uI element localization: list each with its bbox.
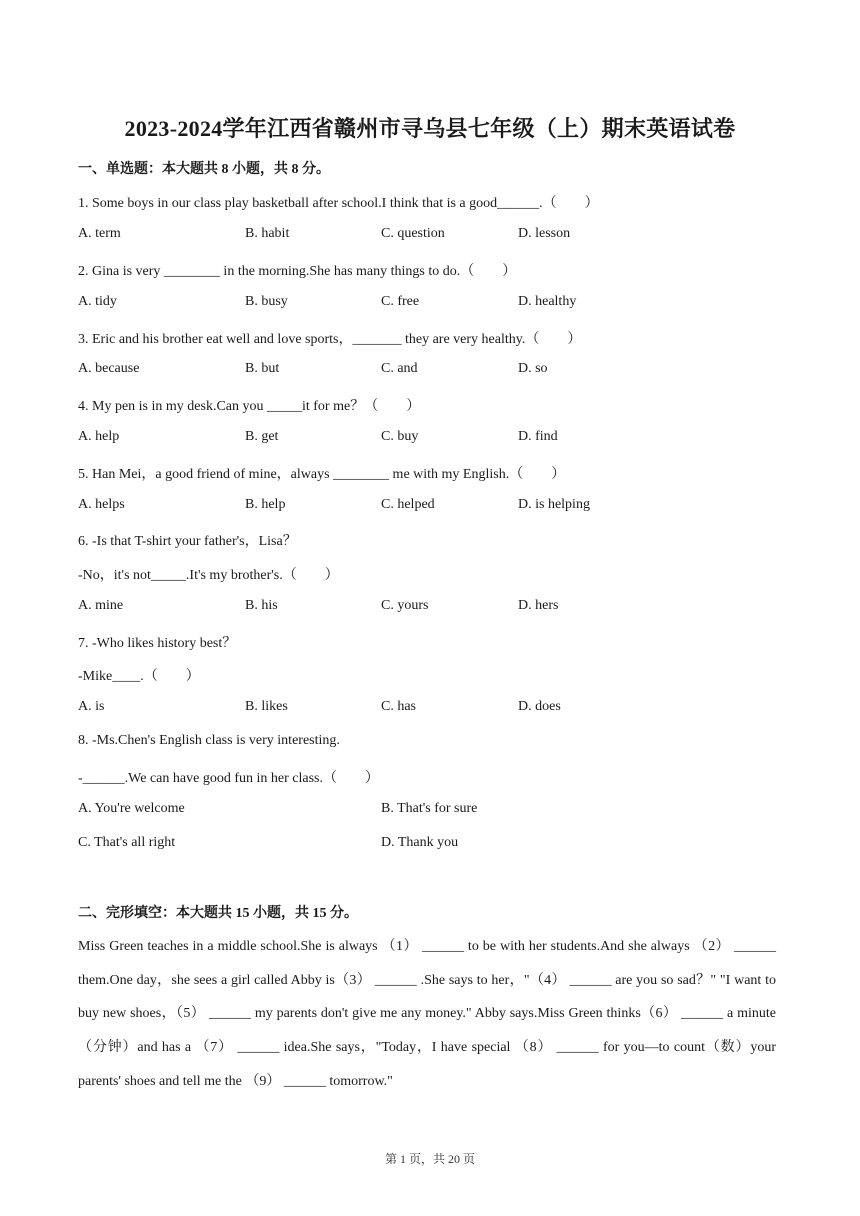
question-8-option-a: A. You're welcome bbox=[78, 801, 185, 816]
question-3-option-c: C. and bbox=[381, 361, 418, 376]
question-8-option-c: C. That's all right bbox=[78, 835, 176, 850]
question-7-option-c: C. has bbox=[381, 699, 416, 714]
question-1-option-b: B. habit bbox=[245, 226, 290, 241]
question-2-stem: 2. Gina is very ________ in the morning.She has many things to do.（ ） bbox=[78, 264, 517, 279]
question-7-stem-line-2: -Mike____.（ ） bbox=[78, 669, 200, 684]
question-1-option-c: C. question bbox=[381, 226, 445, 241]
question-8-option-b: B. That's for sure bbox=[381, 801, 478, 816]
question-6-option-a: A. mine bbox=[78, 598, 124, 613]
question-1-option-d: D. lesson bbox=[518, 226, 571, 241]
question-5-option-c: C. helped bbox=[381, 497, 435, 512]
question-2-option-a: A. tidy bbox=[78, 294, 117, 309]
question-7-option-a: A. is bbox=[78, 699, 105, 714]
page-footer: 第 1 页，共 20 页 bbox=[384, 1152, 475, 1166]
question-6-stem-line-2: -No，it's not_____.It's my brother's.（ ） bbox=[78, 568, 339, 583]
question-2-option-c: C. free bbox=[381, 294, 420, 309]
question-7-option-b: B. likes bbox=[245, 699, 288, 714]
question-2-option-b: B. busy bbox=[245, 294, 288, 309]
question-2-option-d: D. healthy bbox=[518, 294, 577, 309]
question-5-stem: 5. Han Mei，a good friend of mine，always ________ me with my English.（ ） bbox=[78, 467, 566, 482]
cloze-passage: Miss Green teaches in a middle school.She is always （1） ______ to be with her students.And she always （2） ______ them.One day，she sees a girl called Abby is（3） ______ .She says to her，"（4） ______ are you so sad？" "I want to buy new shoes，（5） ______ my parents don't give me any money." Abby says.Miss Green thinks（6） ______ a minute（分钟）and has a （7） ______ idea.She says，"Today，I have special （8） ______ for you—to count（数）your parents' shoes and tell me the （9） ______ tomorrow." bbox=[78, 939, 776, 1089]
question-7-stem: 7. -Who likes history best？ bbox=[78, 636, 237, 651]
question-4-option-a: A. help bbox=[78, 429, 120, 444]
question-4-option-d: D. find bbox=[518, 429, 558, 444]
section-1-heading: 一、单选题：本大题共 8 小题，共 8 分。 bbox=[78, 162, 330, 177]
question-3-option-a: A. because bbox=[78, 361, 140, 376]
question-4-stem: 4. My pen is in my desk.Can you _____it for me？（ ） bbox=[78, 399, 421, 414]
question-8-stem: 8. -Ms.Chen's English class is very interesting. bbox=[78, 733, 340, 748]
question-4-option-c: C. buy bbox=[381, 429, 419, 444]
question-4-option-b: B. get bbox=[245, 429, 279, 444]
question-8-option-d: D. Thank you bbox=[381, 835, 459, 850]
question-6-option-c: C. yours bbox=[381, 598, 429, 613]
exam-title: 2023-2024学年江西省赣州市寻乌县七年级（上）期末英语试卷 bbox=[124, 116, 736, 141]
question-8-stem-line-2: -______.We can have good fun in her class.（ ） bbox=[78, 771, 379, 786]
question-6-stem: 6. -Is that T-shirt your father's，Lisa？ bbox=[78, 534, 297, 549]
question-3-option-d: D. so bbox=[518, 361, 548, 376]
question-5-option-d: D. is helping bbox=[518, 497, 590, 512]
section-2-heading: 二、完形填空：本大题共 15 小题，共 15 分。 bbox=[78, 906, 358, 921]
question-3-stem: 3. Eric and his brother eat well and love sports，_______ they are very healthy.（ ） bbox=[78, 332, 582, 347]
question-5-option-a: A. helps bbox=[78, 497, 125, 512]
question-6-option-d: D. hers bbox=[518, 598, 559, 613]
question-7-option-d: D. does bbox=[518, 699, 561, 714]
question-1-option-a: A. term bbox=[78, 226, 121, 241]
question-5-option-b: B. help bbox=[245, 497, 286, 512]
question-6-option-b: B. his bbox=[245, 598, 278, 613]
question-3-option-b: B. but bbox=[245, 361, 280, 376]
question-1-stem: 1. Some boys in our class play basketball after school.I think that is a good______.（ ） bbox=[78, 196, 599, 211]
